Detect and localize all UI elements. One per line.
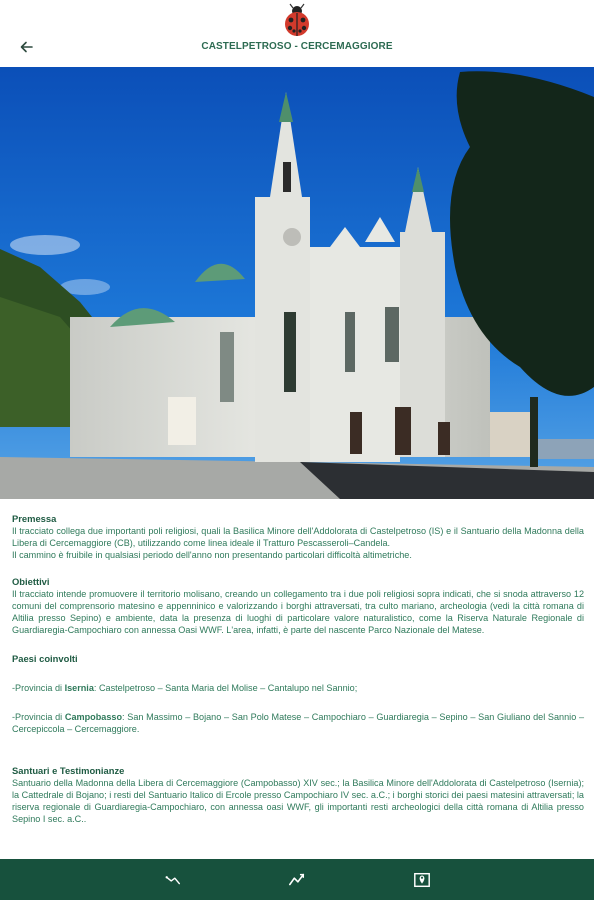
province-prefix: -Provincia di <box>12 683 65 693</box>
santuari-paragraph: Santuario della Madonna della Libera di Cercemaggiore (Campobasso) XIV sec.; la Basilica Minore dell'Addolorata di Castelpetroso (Isernia); la Cattedrale di Bojano; i resti del Santuario Italico di Ercole presso Campochiaro IV sec. a.C.; i borghi storici dei paesi matesini attraversati; la riserva regionale di Guardiaregia-Campochiaro, con annessa oasi WWF, gli importanti resti archeologici della città romana di Altilia presso Sepino I sec. a.C.. <box>12 778 584 824</box>
premessa-paragraph-1: Il tracciato collega due importanti poli religiosi, quali la Basilica Minore dell'Addolorata di Castelpetroso (IS) e il Santuario della Madonna della Libera di Cercemaggiore (CB), utilizzando come linea ideale il Tratturo Pescasseroli–Candela. <box>12 526 584 548</box>
map-button[interactable] <box>412 870 432 890</box>
bottom-navigation <box>0 859 594 900</box>
description-text <box>12 513 584 825</box>
route-button[interactable] <box>163 870 183 890</box>
page-title: CASTELPETROSO - CERCEMAGGIORE <box>201 41 393 52</box>
premessa-paragraph-2: Il cammino è fruibile in qualsiasi periodo dell'anno non presentando particolari difficoltà altimetriche. <box>12 550 412 560</box>
province-list: : San Massimo – Bojano – San Polo Matese – Campochiaro – Guardiaregia – Sepino – San Giuliano del Sannio – Cercepiccola – Cercemaggiore. <box>12 712 585 734</box>
route-icon <box>164 871 182 889</box>
elevation-button[interactable] <box>287 870 307 890</box>
map-icon <box>413 871 431 889</box>
ladybug-logo-icon <box>283 3 311 37</box>
elevation-chart-icon <box>288 871 306 889</box>
section-heading-paesi: Paesi coinvolti <box>12 653 78 664</box>
province-campobasso <box>12 711 584 735</box>
section-heading-obiettivi: Obiettivi <box>12 576 50 587</box>
section-heading-premessa: Premessa <box>12 513 57 524</box>
obiettivi-paragraph: Il tracciato intende promuovere il territorio molisano, creando un collegamento tra i due poli religiosi sopra indicati, che si snoda attraverso 12 comuni del comprensorio matesino e appenninico e valorizzando i borghi attraversati, tra culto mariano, archeologia (vedi la città romana di Altilia presso Sepino) e ambiente, data la presenza di luoghi di particolare valore naturalistico, come la Riserva Naturale Regionale di Guardiaregia-Campochiaro con annessa Oasi WWF. L'area, infatti, è parte del nascente Parco Nazionale del Matese. <box>12 589 584 635</box>
section-heading-santuari: Santuari e Testimonianze <box>12 765 125 776</box>
app-header <box>0 0 594 67</box>
province-list: : Castelpetroso – Santa Maria del Molise – Cantalupo nel Sannio; <box>93 683 358 693</box>
basilica-photo <box>0 67 594 499</box>
province-name: Campobasso <box>64 712 123 722</box>
province-prefix: -Provincia di <box>12 712 65 722</box>
province-isernia <box>12 682 584 694</box>
hero-photo <box>0 67 594 499</box>
province-name: Isernia <box>64 683 94 693</box>
